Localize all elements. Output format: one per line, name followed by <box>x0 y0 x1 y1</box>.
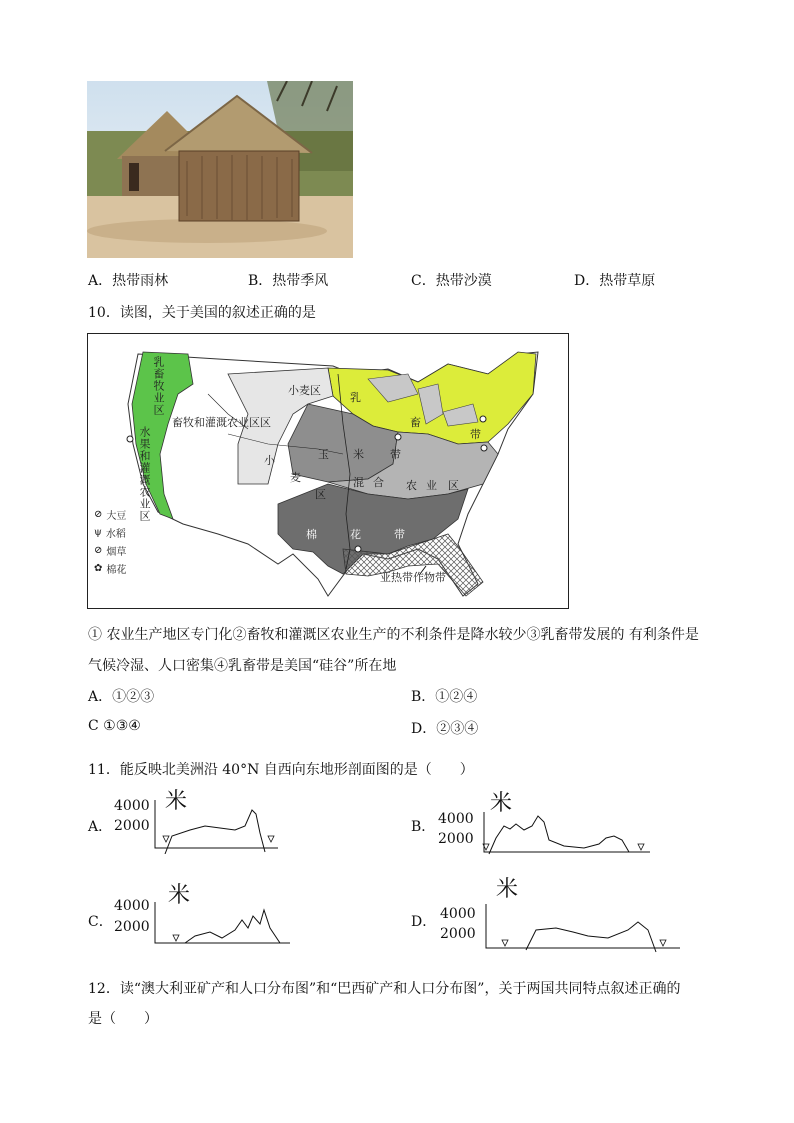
profile-b: 4000 2000 米 <box>434 786 654 856</box>
map-label-corn-1: 玉 <box>318 448 329 461</box>
map-label-west-upper: 乳畜牧业区 <box>152 356 165 416</box>
map-label-mixed-2: 合 <box>373 476 384 489</box>
q10-option-b: B．①②④ <box>411 689 478 705</box>
legend-rice: ψ 水稻 <box>94 526 126 540</box>
q9-option-b: B．热带季风 <box>248 273 329 289</box>
q11-stem: 11．能反映北美洲沿 40°N 自西向东地形剖面图的是（ ） <box>88 762 474 778</box>
savanna-hut-photo <box>87 81 353 258</box>
q9-option-a: A．热带雨林 <box>88 273 169 289</box>
map-label-corn-3: 带 <box>390 448 401 461</box>
tobacco-icon: ⊘ <box>94 544 103 556</box>
q10-statement-line1: ① 农业生产地区专门化②畜牧和灌溉区农业生产的不利条件是降水较少③乳畜带发展的 有利条件是 <box>88 627 699 643</box>
map-label-ranch: 畜牧和灌溉农业区区 <box>172 416 271 429</box>
usa-agriculture-map <box>87 333 569 609</box>
q10-option-c: C ①③④ <box>88 718 141 734</box>
map-label-mixed-4: 业 <box>426 479 437 492</box>
map-label-mixed-5: 区 <box>448 479 459 492</box>
profile-d: 4000 2000 米 <box>438 872 683 954</box>
map-label-dairy-1: 乳 <box>350 391 361 404</box>
map-label-cotton-2: 花 <box>350 528 361 541</box>
cotton-icon: ✿ <box>94 562 103 574</box>
map-label-wheat-1: 小 <box>264 454 275 467</box>
q11-option-d: D． <box>411 914 437 930</box>
map-label-subtropical: 亚热带作物带 <box>380 571 446 584</box>
map-label-mixed-3: 农 <box>406 479 417 492</box>
profile-c: 4000 2000 米 <box>110 880 295 950</box>
legend-soybean: ⊘ 大豆 <box>94 508 127 522</box>
q10-option-a: A．①②③ <box>88 689 155 705</box>
q11-option-b: B． <box>411 819 436 835</box>
map-label-cotton-1: 棉 <box>306 528 317 541</box>
q12-line2: 是（ ） <box>88 1011 158 1027</box>
map-label-cotton-3: 带 <box>394 528 405 541</box>
profile-a: 4000 2000 米 <box>110 788 285 854</box>
map-label-dairy-2: 畜 <box>410 416 421 429</box>
legend-cotton: ✿ 棉花 <box>94 562 127 576</box>
soybean-icon: ⊘ <box>94 508 103 520</box>
q10-stem: 10．读图，关于美国的叙述正确的是 <box>88 305 316 321</box>
q12-line1: 12．读“澳大利亚矿产和人口分布图”和“巴西矿产和人口分布图”，关于两国共同特点叙述正确的 <box>88 981 681 997</box>
legend-tobacco: ⊘ 烟草 <box>94 544 127 558</box>
map-label-wheat-north: 小麦区 <box>288 384 321 397</box>
q9-option-c: C．热带沙漠 <box>411 273 492 289</box>
map-label-dairy-3: 带 <box>470 428 481 441</box>
map-label-wheat-2: 麦 <box>290 471 301 484</box>
rice-icon: ψ <box>94 526 102 538</box>
map-legend <box>94 505 126 577</box>
map-label-wheat-3: 区 <box>315 488 326 501</box>
q11-option-a: A． <box>88 819 113 835</box>
q10-option-d: D．②③④ <box>411 721 479 737</box>
q11-option-c: C． <box>88 914 113 930</box>
map-label-mixed-1: 混 <box>353 476 364 489</box>
q10-statement-line2: 气候冷湿、人口密集④乳畜带是美国“硅谷”所在地 <box>88 658 397 674</box>
q9-option-d: D．热带草原 <box>574 273 656 289</box>
map-label-corn-2: 米 <box>353 448 364 461</box>
map-label-west-lower: 水果和灌溉农业区 <box>138 426 151 522</box>
